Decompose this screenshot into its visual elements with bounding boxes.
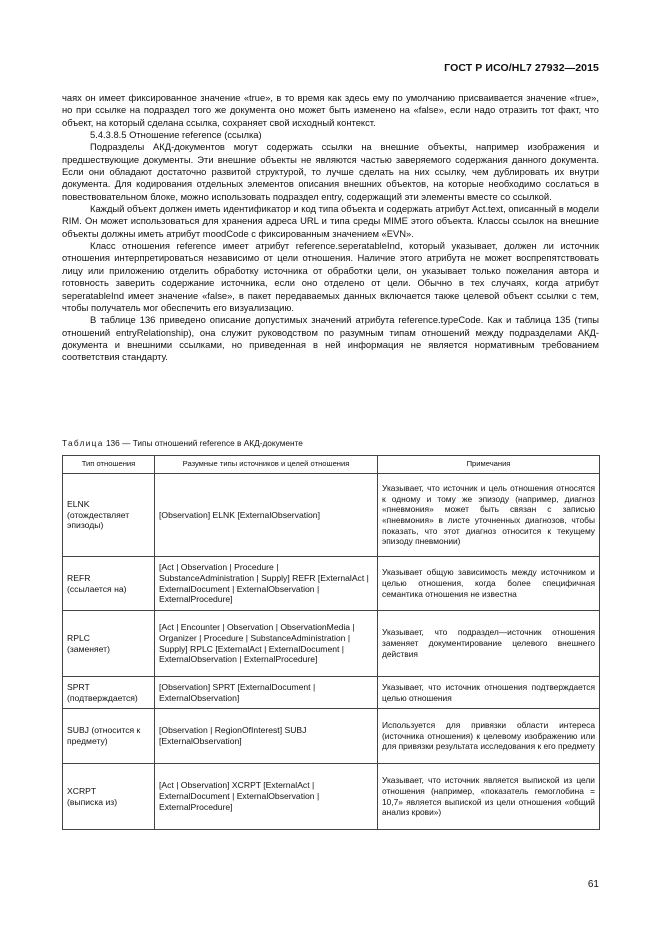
page-number: 61 xyxy=(587,879,599,890)
paragraph: Каждый объект должен иметь идентификатор и код типа объекта и содержать атрибут Act.text, описанный в модели RIM. Он может использоваться для хранения адреса URL и типа среды MIME этого объекта. Классы ссылок на внешние объекты должны иметь атрибут moodCode с фиксированным значением «EVN». xyxy=(62,203,599,239)
table-caption-label: Таблица xyxy=(62,438,104,448)
header-sources: Разумные типы источников и целей отношения xyxy=(155,456,378,474)
relationship-sources: [Act | Observation | Procedure | SubstanceAdministration | Supply] REFR [ExternalAct | ExternalDocument | ExternalObservation | ExternalProcedure] xyxy=(155,557,378,611)
relationship-sources: [Observation] ELNK [ExternalObservation] xyxy=(155,474,378,557)
relationship-sources: [Act | Encounter | Observation | ObservationMedia | Organizer | Procedure | SubstanceAdministration | Supply] RPLC [ExternalAct | ExternalDocument | ExternalObservation | ExternalProcedure] xyxy=(155,611,378,677)
table-row xyxy=(63,557,600,611)
relationship-note: Указывает, что источник отношения подтверждается целью отношения xyxy=(378,677,600,709)
relationship-type: XCRPT (выписка из) xyxy=(63,764,155,830)
paragraph: Подразделы АКД-документов могут содержать ссылки на внешние объекты, например изображения и предшествующие документы. Эти внешние объекты не являются частью заверяемого содержания данного документа. Если они обладают достаточно развитой структурой, то лучше сделать на них ссылку, чем дублировать их внутри документа. Для кодирования отдельных элементов описания внешних объектов, на которые необходимо сослаться в повествовательном блоке, можно использовать подраздел entry, содержащий эти элементы вместе со ссылкой. xyxy=(62,141,599,202)
table-caption xyxy=(62,438,303,448)
relationship-type: REFR (ссылается на) xyxy=(63,557,155,611)
relationship-sources: [Observation] SPRT [ExternalDocument | ExternalObservation] xyxy=(155,677,378,709)
relationship-note: Указывает общую зависимость между источником и целью отношения, когда более специфичная семантика отношения не известна xyxy=(378,557,600,611)
relationship-note: Указывает, что подраздел—источник отношения заменяет документирование целевого внешнего действия xyxy=(378,611,600,677)
paragraph: чаях он имеет фиксированное значение «true», в то время как здесь ему по умолчанию присваивается значение «true», но при ссылке на подраздел того же документа оно может быть изменено на «false», если надо отразить тот факт, что объект, на который сделана ссылка, сохраняет свой исходный контекст. xyxy=(62,92,599,128)
relationship-note: Указывает, что источник и цель отношения относятся к одному и тому же эпизоду (например, диагноз «пневмония» может быть связан с записью «пневмония» в листе уточненных диагнозов, чтобы показать, что этот диагноз относится к текущему эпизоду пневмонии) xyxy=(378,474,600,557)
table-row xyxy=(63,709,600,764)
table-row xyxy=(63,677,600,709)
relationship-table xyxy=(62,455,600,830)
relationship-note: Используется для привязки области интереса (источника отношения) к целевому изображению или для привязки результата исследования к его предмету xyxy=(378,709,600,764)
relationship-type: SPRT (подтверждается) xyxy=(63,677,155,709)
header-notes: Примечания xyxy=(378,456,600,474)
relationship-sources: [Act | Observation] XCRPT [ExternalAct | ExternalDocument | ExternalObservation | ExternalProcedure] xyxy=(155,764,378,830)
paragraph: В таблице 136 приведено описание допустимых значений атрибута reference.typeCode. Как и таблица 135 (типы отношений entryRelationship), она служит руководством по разумным типам отношений между подразделами АКД-документа и внешними ссылками, но приведенная в ней информация не является нормативным требованием соответствия стандарту. xyxy=(62,314,599,363)
body-text xyxy=(62,92,599,364)
table-row xyxy=(63,474,600,557)
section-heading: 5.4.3.8.5 Отношение reference (ссылка) xyxy=(90,129,262,141)
table-caption-text: 136 — Типы отношений reference в АКД-документе xyxy=(103,438,303,448)
paragraph: Класс отношения reference имеет атрибут reference.seperatableInd, который указывает, должен ли источник отношения интерпретироваться независимо от цели отношения. Наличие этого атрибута не может воспрепятствовать лицу или приложению отделить обработку источника от обработки цели, он указывает только пожелания автора и готовность заверить содержание источника, если оно отделено от цели. Обычно в тех случаях, когда атрибут seperatableInd имеет значение «false», в пакет передаваемых данных включается также целевой объект ссылки с тем, чтобы получатель мог обеспечить его визуализацию. xyxy=(62,240,599,313)
relationship-type: SUBJ (относится к предмету) xyxy=(63,709,155,764)
relationship-sources: [Observation | RegionOfInterest] SUBJ [ExternalObservation] xyxy=(155,709,378,764)
relationship-type: ELNK (отождествляет эпизоды) xyxy=(63,474,155,557)
table-row xyxy=(63,611,600,677)
header-type: Тип отношения xyxy=(63,456,155,474)
table-row xyxy=(63,764,600,830)
table-header-row xyxy=(63,456,600,474)
relationship-note: Указывает, что источник является выпиской из цели отношения (например, «показатель гемоглобина = 10,7» является выпиской из цели отношения «общий анализ крови») xyxy=(378,764,600,830)
standard-header: ГОСТ Р ИСО/HL7 27932—2015 xyxy=(444,62,599,74)
relationship-type: RPLC (заменяет) xyxy=(63,611,155,677)
